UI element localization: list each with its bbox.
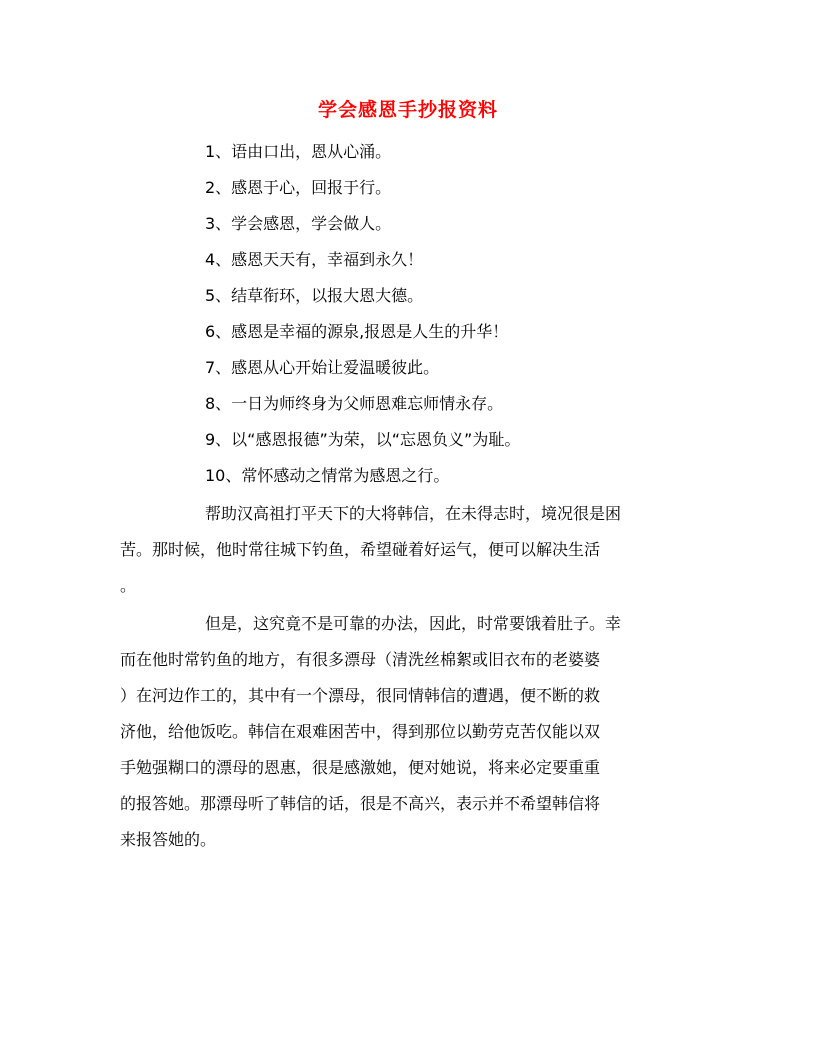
paragraph-line: 帮助汉高祖打平天下的大将韩信，在未得志时，境况很是困 (205, 504, 622, 523)
list-item: 7、感恩从心开始让爱温暖彼此。 (205, 358, 440, 377)
list-item: 5、结草衔环，以报大恩大德。 (205, 286, 424, 305)
list-item: 3、学会感恩，学会做人。 (205, 214, 392, 233)
paragraph-line: 手勉强糊口的漂母的恩惠，很是感激她，便对她说，将来必定要重重 (120, 758, 601, 777)
paragraph-line: 苦。那时候，他时常往城下钓鱼，希望碰着好运气，便可以解决生活 (120, 540, 601, 559)
paragraph-line: 济他，给他饭吃。韩信在艰难困苦中，得到那位以勤劳克苦仅能以双 (120, 722, 601, 741)
paragraph-line: 而在他时常钓鱼的地方，有很多漂母（清洗丝棉絮或旧衣布的老婆婆 (120, 650, 601, 669)
document-title: 学会感恩手抄报资料 (317, 99, 498, 121)
list-item: 1、语由口出，恩从心涌。 (205, 142, 392, 161)
list-item: 6、感恩是幸福的源泉,报恩是人生的升华！ (205, 322, 509, 341)
paragraph-line: ）在河边作工的，其中有一个漂母，很同情韩信的遭遇，便不断的救 (120, 686, 601, 705)
paragraph-line: 但是，这究竟不是可靠的办法，因此，时常要饿着肚子。幸 (205, 614, 622, 633)
paragraph-line: 的报答她。那漂母听了韩信的话，很是不高兴，表示并不希望韩信将 (120, 794, 601, 813)
list-item: 9、以“感恩报德”为荣，以“忘恩负义”为耻。 (205, 430, 521, 449)
paragraph-line: 。 (120, 576, 137, 595)
list-item: 4、感恩天天有，幸福到永久！ (205, 250, 424, 269)
list-item: 8、一日为师终身为父师恩难忘师情永存。 (205, 394, 504, 413)
paragraph-line: 来报答她的。 (120, 830, 217, 849)
list-item: 2、感恩于心，回报于行。 (205, 178, 392, 197)
list-item: 10、常怀感动之情常为感恩之行。 (205, 466, 450, 485)
